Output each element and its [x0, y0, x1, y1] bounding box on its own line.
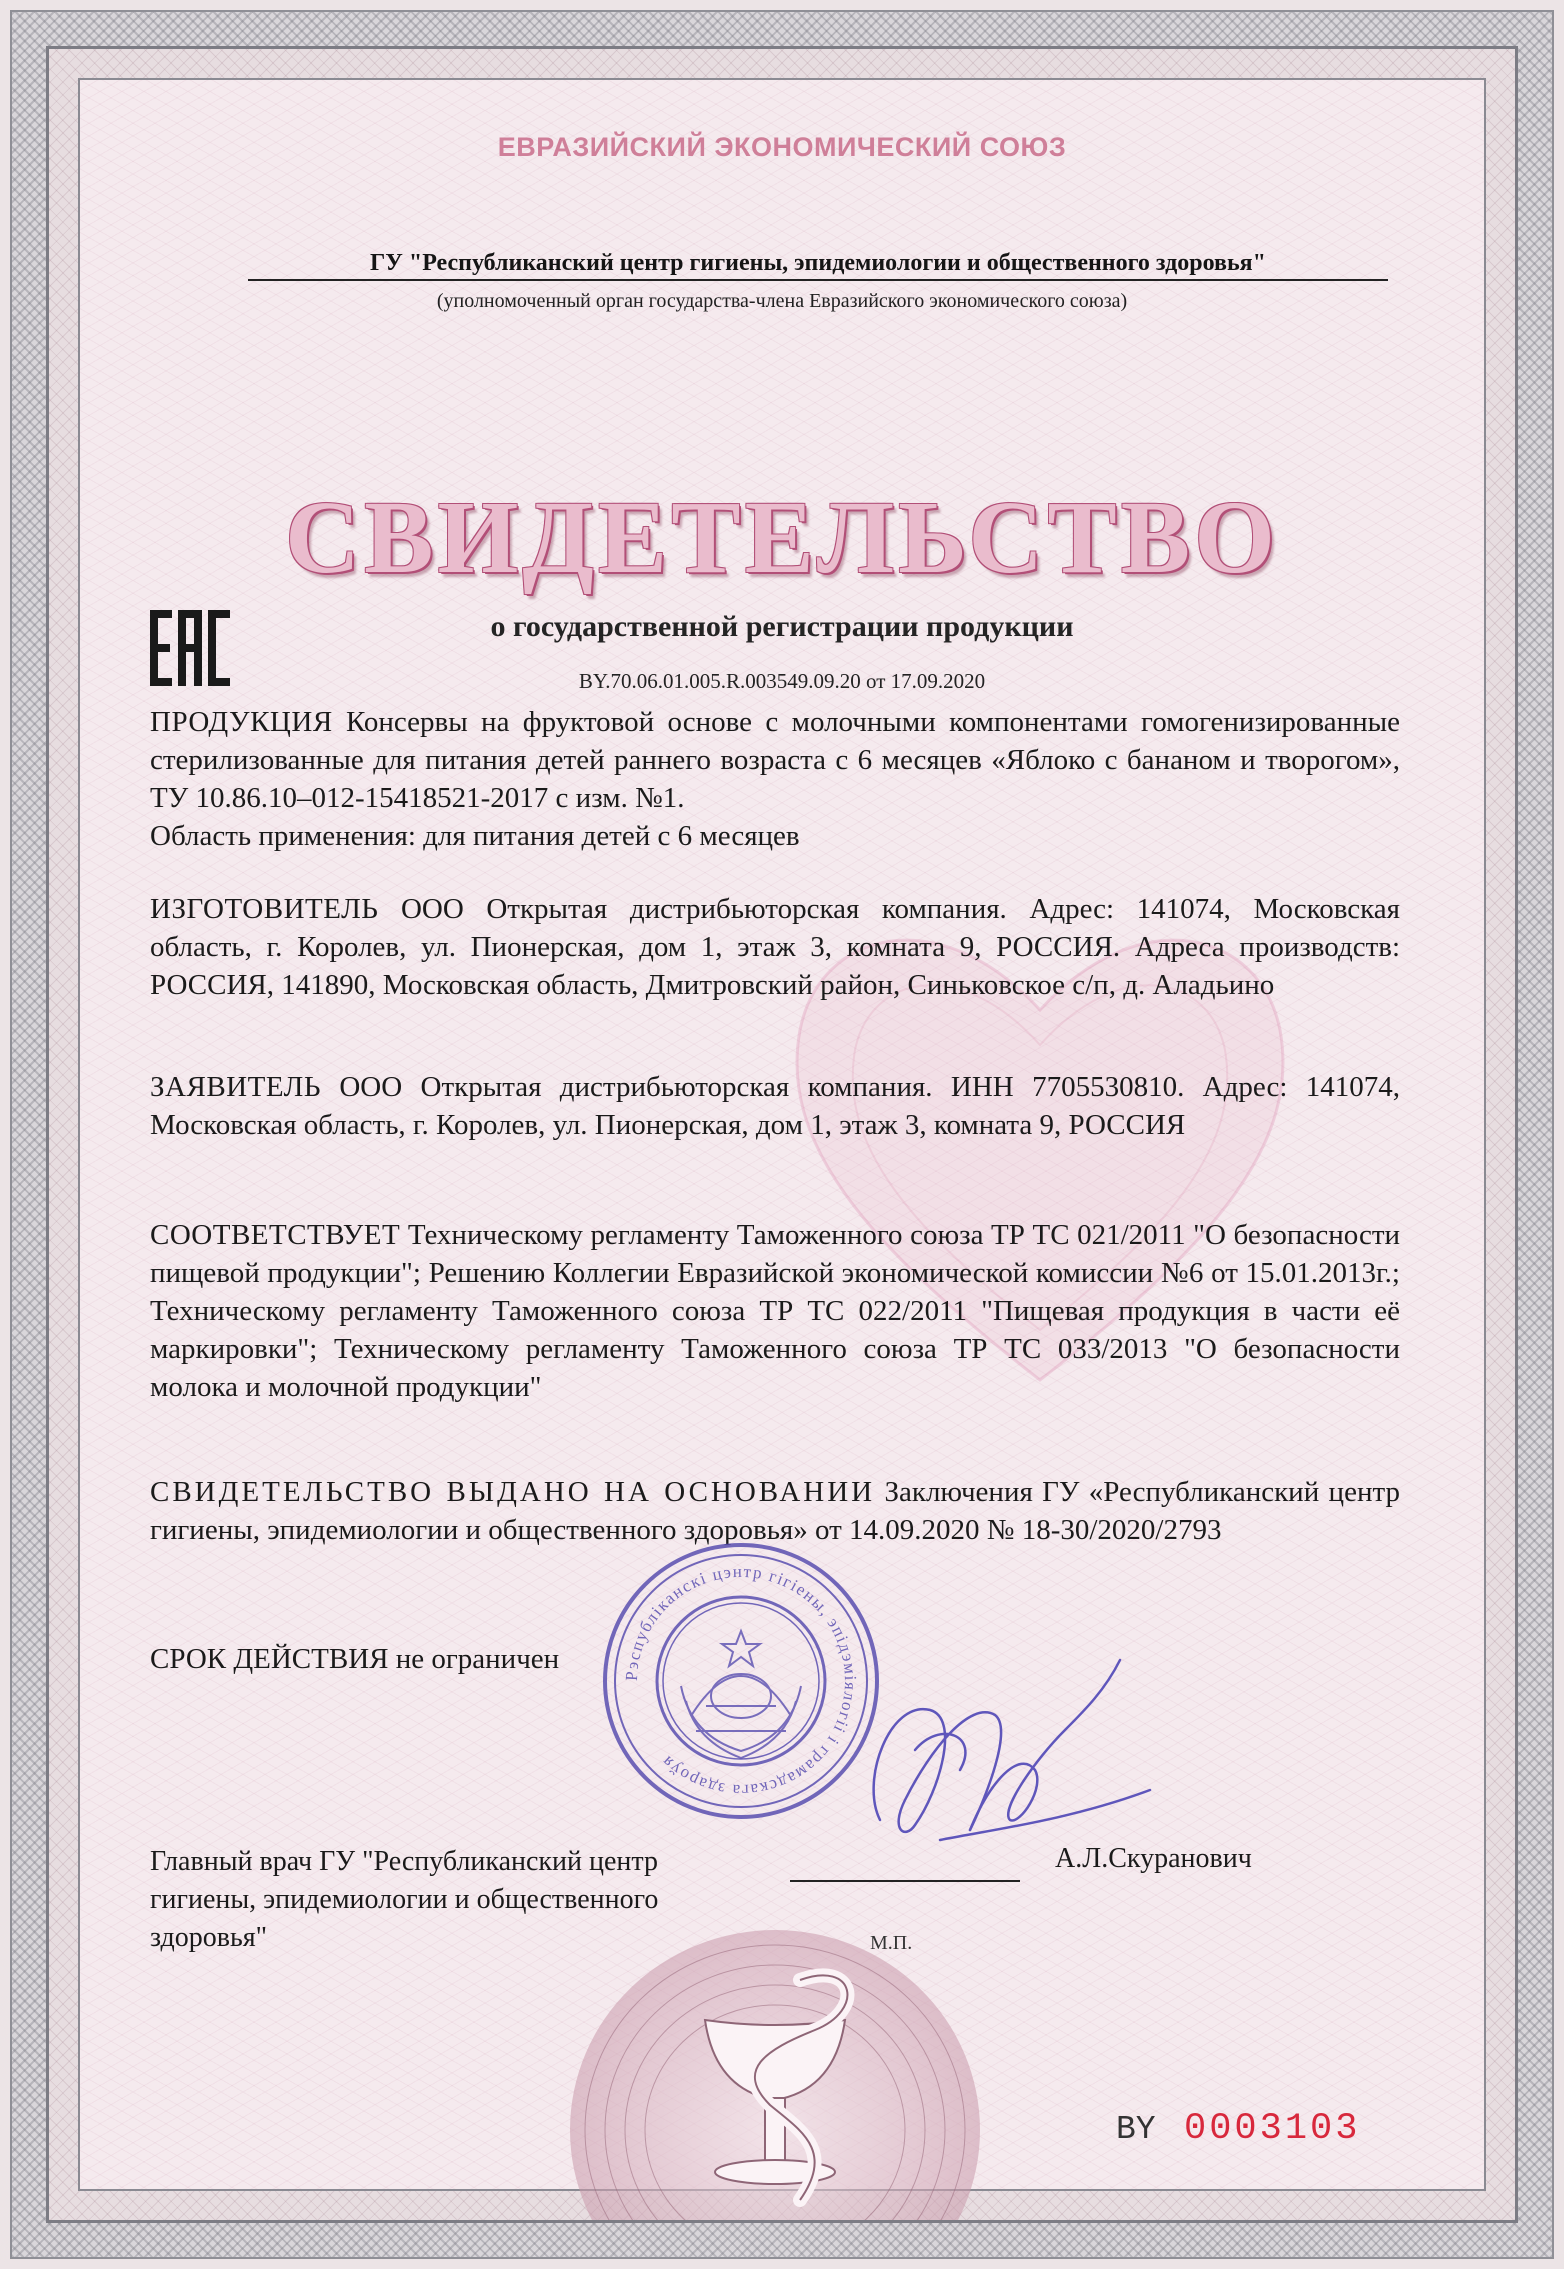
seal-place-label: М.П. — [870, 1932, 913, 1954]
product-label: ПРОДУКЦИЯ — [150, 706, 333, 738]
signer-position: Главный врач ГУ "Республиканский центр гигиены, эпидемиологии и общественного здоровья" — [150, 1846, 659, 1953]
serial-number: 0003103 — [1184, 2108, 1361, 2150]
document-title: СВИДЕТЕЛЬСТВО — [284, 480, 1280, 595]
conformity-section — [150, 1216, 1400, 1406]
registration-number: BY.70.06.01.005.R.003549.09.20 от 17.09.2020 — [578, 669, 986, 693]
product-section — [150, 703, 1400, 817]
document-subtitle: о государственной регистрации продукции — [490, 610, 1074, 643]
signature-icon — [820, 1640, 1160, 1870]
conformity-text: Техническому регламенту Таможенного союза ТР ТС 021/2011 "О безопасности пищевой продукции"; Решению Коллегии Евразийской экономической комиссии №6 от 15.01.2013г.; Техническому регламенту Таможенного союза ТР ТС 022/2011 "Пищевая продукция в части её маркировки"; Техническому регламенту Таможенного союза ТР ТС 033/2013 "О безопасности молока и молочной продукции" — [150, 1219, 1401, 1403]
authority-note: (уполномоченный орган государства-члена Евразийского экономического союза) — [436, 290, 1128, 312]
applicant-label: ЗАЯВИТЕЛЬ — [150, 1071, 321, 1103]
signature-line — [790, 1880, 1020, 1882]
manufacturer-label: ИЗГОТОВИТЕЛЬ — [150, 893, 379, 925]
validity-text: не ограничен — [395, 1643, 560, 1675]
issuing-authority: ГУ "Республиканский центр гигиены, эпидемиологии и общественного здоровья" — [248, 250, 1388, 281]
conformity-label: СООТВЕТСТВУЕТ — [150, 1219, 401, 1251]
basis-label: СВИДЕТЕЛЬСТВО ВЫДАНО НА ОСНОВАНИИ — [150, 1476, 876, 1508]
union-header: ЕВРАЗИЙСКИЙ ЭКОНОМИЧЕСКИЙ СОЮЗ — [497, 132, 1067, 162]
rosette-emblem-icon — [565, 1920, 985, 2220]
validity-label: СРОК ДЕЙСТВИЯ — [150, 1643, 389, 1675]
manufacturer-text: ООО Открытая дистрибьюторская компания. Адрес: 141074, Московская область, г. Королев, ул. Пионерская, дом 1, этаж 3, комната 9, РОССИЯ. Адреса производств: РОССИЯ, 141890, Московская область, Дмитровский район, Синьковское с/п, д. Аладьино — [150, 893, 1400, 1001]
applicant-section — [150, 1068, 1400, 1144]
serial-prefix: BY — [1116, 2111, 1156, 2148]
applicant-text: ООО Открытая дистрибьюторская компания. ИНН 7705530810. Адрес: 141074, Московская область, г. Королев, ул. Пионерская, дом 1, этаж 3, комната 9, РОССИЯ — [150, 1071, 1400, 1141]
basis-text: Заключения ГУ «Республиканский центр гигиены, эпидемиологии и общественного здоровья» от 14.09.2020 № 18-30/2020/2793 — [150, 1476, 1400, 1546]
signer-name: А.Л.Скуранович — [1055, 1843, 1252, 1874]
product-usage: Область применения: для питания детей с 6 месяцев — [150, 820, 800, 852]
product-text: Консервы на фруктовой основе с молочными компонентами гомогенизированные стерилизованные для питания детей раннего возраста с 6 месяцев «Яблоко с бананом и творогом», ТУ 10.86.10–012-15418521-2017 с изм. №1. — [150, 706, 1400, 814]
stamp-ring-text: Рэспублiканскi цэнтр гiгiены, эпiдэмiялогii i грамадскага здароўя — [621, 1561, 861, 1801]
manufacturer-section — [150, 890, 1400, 1004]
